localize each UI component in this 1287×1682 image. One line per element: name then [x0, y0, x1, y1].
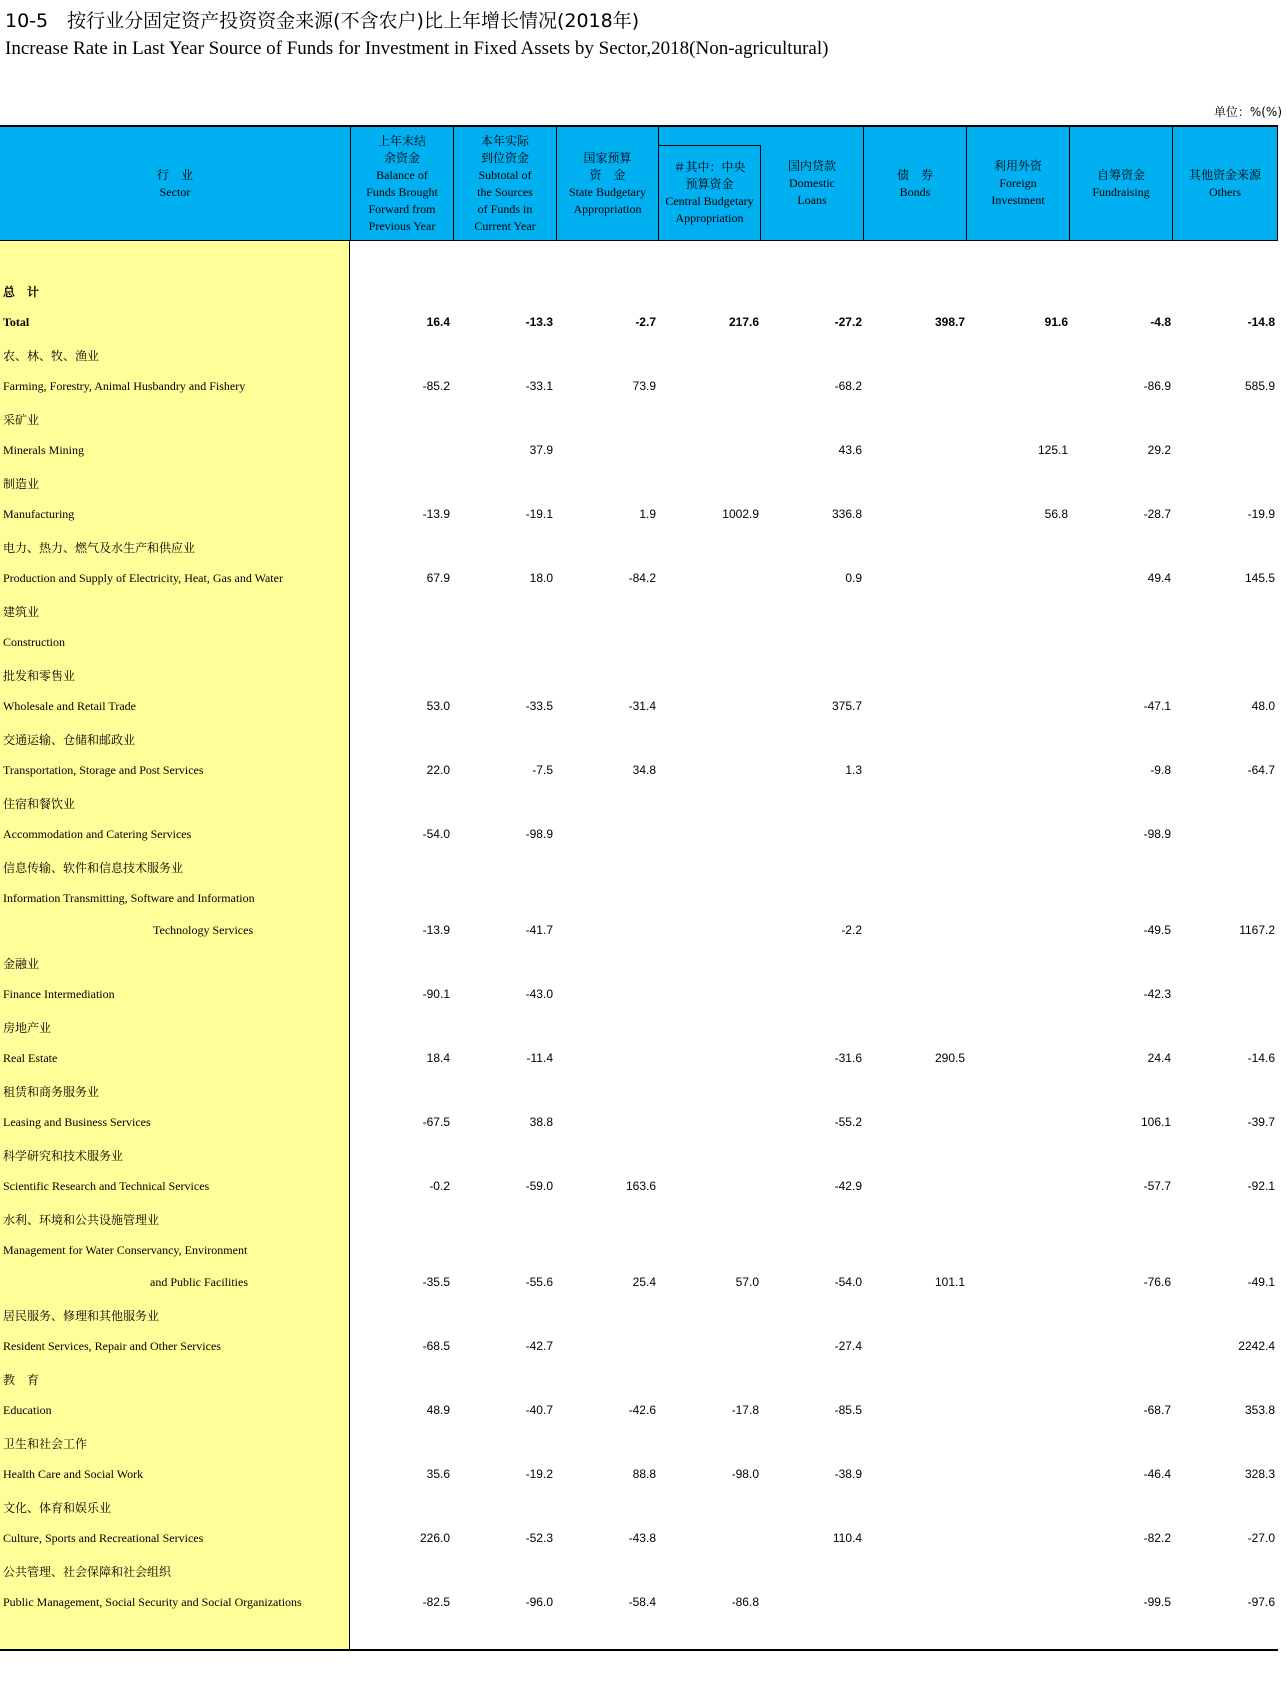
header-sector-line: 行 业 [156, 167, 193, 182]
row-label-en: Culture, Sports and Recreational Services [3, 1531, 204, 1545]
cell-value: -43.8 [628, 1531, 656, 1545]
header-c3 [557, 127, 659, 240]
header-c2-line: Current Year [474, 218, 536, 233]
cell-value: 375.7 [831, 699, 862, 713]
cell-value: -33.5 [525, 699, 553, 713]
cell-value: -46.4 [1143, 1467, 1171, 1481]
cell-value: -59.0 [525, 1179, 553, 1193]
row-label-en-cont: Technology Services [153, 923, 254, 937]
header-c3-line: State Budgetary [569, 184, 646, 199]
row-label-cn: 制造业 [3, 477, 40, 491]
cell-value: -39.7 [1247, 1115, 1275, 1129]
cell-value: 91.6 [1044, 315, 1068, 329]
header-c9-line: Others [1209, 184, 1241, 199]
cell-value: -7.5 [532, 763, 553, 777]
cell-value: 25.4 [632, 1275, 656, 1289]
table-bottom-rule [0, 1649, 1278, 1651]
cell-value: -55.2 [834, 1115, 862, 1129]
cell-value: -0.2 [429, 1179, 450, 1193]
header-c1-line: Funds Brought [366, 184, 438, 199]
cell-value: -42.3 [1143, 987, 1171, 1001]
cell-value: 29.2 [1147, 443, 1171, 457]
cell-value: 73.9 [632, 379, 656, 393]
cell-value: -42.7 [525, 1339, 553, 1353]
row-label-en: Farming, Forestry, Animal Husbandry and Fishery [3, 379, 246, 393]
cell-value: -58.4 [628, 1595, 656, 1609]
header-c4-line: Central Budgetary [665, 193, 754, 208]
cell-value: -68.5 [422, 1339, 450, 1353]
cell-value: 226.0 [419, 1531, 450, 1545]
row-label-cn: 交通运输、仓储和邮政业 [3, 733, 136, 747]
row-label-cn: 建筑业 [3, 605, 40, 619]
row-label-cn: 文化、体育和娱乐业 [3, 1501, 112, 1515]
cell-value: -17.8 [731, 1403, 759, 1417]
cell-value: 38.8 [529, 1115, 553, 1129]
cell-value: -42.6 [628, 1403, 656, 1417]
header-c2-line: of Funds in [477, 201, 533, 216]
cell-value: -85.2 [422, 379, 450, 393]
cell-value: 53.0 [426, 699, 450, 713]
cell-value: 48.9 [426, 1403, 450, 1417]
header-c5-line: 国内贷款 [787, 159, 836, 173]
cell-value: -68.7 [1143, 1403, 1171, 1417]
row-label-en: Management for Water Conservancy, Environment [3, 1243, 248, 1257]
header-c3-line: 资 金 [589, 167, 626, 182]
cell-value: -98.9 [525, 827, 553, 841]
header-c2-line: Subtotal of [478, 167, 532, 182]
cell-value: 43.6 [838, 443, 862, 457]
row-label-en: Finance Intermediation [3, 987, 115, 1001]
header-sector [0, 127, 351, 240]
cell-value: 34.8 [632, 763, 656, 777]
header-c1-line: Balance of [376, 167, 428, 182]
header-c2-line: 本年实际 [480, 133, 529, 148]
row-label-cn: 科学研究和技术服务业 [3, 1149, 124, 1163]
cell-value: -14.8 [1247, 315, 1275, 329]
row-label-cn: 金融业 [3, 957, 40, 971]
header-c1-line: 上年末结 [377, 133, 426, 148]
cell-value: -96.0 [525, 1595, 553, 1609]
cell-value: -31.4 [628, 699, 656, 713]
cell-value: -85.5 [834, 1403, 862, 1417]
cell-value: 22.0 [426, 763, 450, 777]
header-c4-line: 预算资金 [685, 176, 734, 191]
header-c7-line: 利用外资 [993, 159, 1042, 173]
cell-value: 328.3 [1244, 1467, 1275, 1481]
row-label-cn: 房地产业 [3, 1021, 52, 1035]
row-label-en: Public Management, Social Security and Social Organizations [3, 1595, 302, 1609]
cell-value: 16.4 [426, 315, 450, 329]
cell-value: -47.1 [1143, 699, 1171, 713]
cell-value: 0.9 [845, 571, 862, 585]
cell-value: 88.8 [632, 1467, 656, 1481]
header-c2 [454, 127, 557, 240]
header-c7-line: Foreign [999, 176, 1037, 190]
cell-value: -92.1 [1247, 1179, 1275, 1193]
cell-value: -86.9 [1143, 379, 1171, 393]
header-bottom-rule [0, 240, 1278, 241]
header-c8-line: Fundraising [1092, 184, 1150, 199]
cell-value: -42.9 [834, 1179, 862, 1193]
cell-value: -27.2 [834, 315, 862, 329]
cell-value: 35.6 [426, 1467, 450, 1481]
row-label-en: Manufacturing [3, 507, 75, 521]
header-c1-line: 余资金 [383, 150, 420, 165]
row-label-en-cont: and Public Facilities [150, 1275, 248, 1289]
cell-value: -13.3 [525, 315, 553, 329]
header-c2-line: the Sources [477, 184, 533, 199]
cell-value: -67.5 [422, 1115, 450, 1129]
cell-value: -86.8 [731, 1595, 759, 1609]
cell-value: 585.9 [1244, 379, 1275, 393]
cell-value: 353.8 [1244, 1403, 1275, 1417]
cell-value: 49.4 [1147, 571, 1171, 585]
row-label-en: Accommodation and Catering Services [3, 827, 192, 841]
cell-value: -68.2 [834, 379, 862, 393]
row-label-cn: 卫生和社会工作 [3, 1437, 88, 1451]
header-c5-line: Domestic [789, 176, 835, 190]
header-c1 [351, 127, 454, 240]
header-c8-line: 自筹资金 [1096, 167, 1145, 182]
cell-value: 1167.2 [1239, 923, 1275, 937]
cell-value: 18.0 [529, 571, 553, 585]
cell-value: 106.1 [1140, 1115, 1171, 1129]
cell-value: -28.7 [1143, 507, 1171, 521]
cell-value: 37.9 [529, 443, 553, 457]
cell-value: 145.5 [1244, 571, 1275, 585]
cell-value: -9.8 [1150, 763, 1171, 777]
cell-value: -82.2 [1143, 1531, 1171, 1545]
cell-value: -82.5 [422, 1595, 450, 1609]
header-c7 [967, 127, 1070, 240]
cell-value: -27.4 [834, 1339, 862, 1353]
header-c6-line: 债 券 [896, 167, 933, 182]
cell-value: -41.7 [525, 923, 553, 937]
cell-value: 163.6 [625, 1179, 656, 1193]
cell-value: -64.7 [1247, 763, 1275, 777]
page-title-cn: 10-5 按行业分固定资产投资资金来源(不含农户)比上年增长情况(2018年) [5, 10, 640, 32]
cell-value: 2242.4 [1238, 1339, 1275, 1353]
cell-value: -19.9 [1247, 507, 1275, 521]
header-c6 [864, 127, 967, 240]
row-label-cn: 总 计 [3, 285, 40, 299]
cell-value: -31.6 [834, 1051, 862, 1065]
row-label-cn: 公共管理、社会保障和社会组织 [3, 1565, 172, 1579]
cell-value: -19.1 [525, 507, 553, 521]
cell-value: 125.1 [1037, 443, 1068, 457]
cell-value: -98.9 [1143, 827, 1171, 841]
header-c5-line: Loans [797, 193, 827, 207]
header-c4-line: Appropriation [675, 210, 744, 225]
cell-value: 1002.9 [722, 507, 759, 521]
cell-value: -2.2 [841, 923, 862, 937]
header-c1-line: Forward from [368, 201, 436, 216]
cell-value: -13.9 [422, 507, 450, 521]
cell-value: -97.6 [1247, 1595, 1275, 1609]
row-label-en: Minerals Mining [3, 443, 84, 457]
row-label-en: Education [3, 1403, 52, 1417]
row-label-en: Transportation, Storage and Post Services [3, 763, 204, 777]
cell-value: -54.0 [422, 827, 450, 841]
cell-value: -2.7 [635, 315, 656, 329]
row-label-cn: 住宿和餐饮业 [3, 797, 76, 811]
header-c9-line: 其他资金来源 [1188, 167, 1261, 182]
row-label-en: Information Transmitting, Software and Information [3, 891, 255, 905]
header-c7-line: Investment [991, 193, 1045, 207]
cell-value: -49.1 [1247, 1275, 1275, 1289]
cell-value: 110.4 [832, 1531, 862, 1545]
cell-value: 1.3 [845, 763, 862, 777]
header-c2-line: 到位资金 [480, 150, 529, 165]
cell-value: -84.2 [628, 571, 656, 585]
header-c1-line: Previous Year [368, 218, 436, 233]
row-label-en: Health Care and Social Work [3, 1467, 144, 1481]
cell-value: 24.4 [1147, 1051, 1171, 1065]
cell-value: -38.9 [834, 1467, 862, 1481]
cell-value: 67.9 [426, 571, 450, 585]
header-c9 [1173, 127, 1278, 240]
cell-value: -49.5 [1143, 923, 1171, 937]
header-c5 [761, 127, 864, 240]
cell-value: 290.5 [934, 1051, 965, 1065]
header-sector-line: Sector [159, 184, 191, 199]
cell-value: -57.7 [1143, 1179, 1171, 1193]
cell-value: -76.6 [1143, 1275, 1171, 1289]
row-label-en: Scientific Research and Technical Services [3, 1179, 210, 1193]
row-label-en: Construction [3, 635, 65, 649]
cell-value: -55.6 [525, 1275, 553, 1289]
row-label-en: Resident Services, Repair and Other Services [3, 1339, 221, 1353]
cell-value: -40.7 [525, 1403, 553, 1417]
cell-value: 57.0 [735, 1275, 759, 1289]
header-c3-line: Appropriation [573, 201, 642, 216]
row-label-en: Total [3, 315, 30, 329]
cell-value: -35.5 [422, 1275, 450, 1289]
header-c4 [659, 145, 761, 240]
cell-value: -52.3 [525, 1531, 553, 1545]
cell-value: 48.0 [1251, 699, 1275, 713]
row-label-cn: 居民服务、修理和其他服务业 [3, 1309, 160, 1323]
cell-value: -4.8 [1150, 315, 1171, 329]
cell-value: 1.9 [639, 507, 656, 521]
cell-value: -14.6 [1247, 1051, 1275, 1065]
cell-value: -43.0 [525, 987, 553, 1001]
row-label-cn: 采矿业 [3, 413, 40, 427]
row-label-cn: 教 育 [3, 1373, 40, 1387]
row-label-cn: 信息传输、软件和信息技术服务业 [3, 861, 184, 875]
cell-value: -54.0 [834, 1275, 862, 1289]
cell-value: 217.6 [728, 315, 759, 329]
cell-value: 56.8 [1044, 507, 1068, 521]
row-label-cn: 批发和零售业 [3, 669, 76, 683]
row-label-en: Production and Supply of Electricity, Heat, Gas and Water [3, 571, 283, 585]
row-label-cn: 水利、环境和公共设施管理业 [3, 1213, 160, 1227]
cell-value: 398.7 [934, 315, 965, 329]
row-label-cn: 农、林、牧、渔业 [3, 349, 100, 363]
cell-value: -98.0 [731, 1467, 759, 1481]
header-c8 [1070, 127, 1173, 240]
cell-value: 336.8 [831, 507, 862, 521]
cell-value: -13.9 [422, 923, 450, 937]
header-split-line [658, 145, 760, 146]
row-label-en: Wholesale and Retail Trade [3, 699, 136, 713]
unit-label: 单位：%(%) [1213, 105, 1282, 119]
cell-value: -19.2 [525, 1467, 553, 1481]
page-title-en: Increase Rate in Last Year Source of Funds for Investment in Fixed Assets by Sector,2018(Non-agricultural) [5, 38, 829, 59]
header-c6-line: Bonds [899, 184, 931, 199]
cell-value: -90.1 [422, 987, 450, 1001]
cell-value: 18.4 [426, 1051, 450, 1065]
row-label-en: Real Estate [3, 1051, 58, 1065]
row-label-cn: 租赁和商务服务业 [3, 1085, 100, 1099]
cell-value: -99.5 [1143, 1595, 1171, 1609]
header-c3-line: 国家预算 [583, 150, 632, 165]
cell-value: -33.1 [525, 379, 553, 393]
cell-value: -11.4 [526, 1051, 553, 1065]
row-label-en: Leasing and Business Services [3, 1115, 151, 1129]
cell-value: 101.1 [934, 1275, 965, 1289]
row-label-cn: 电力、热力、燃气及水生产和供应业 [3, 541, 196, 555]
header-c4-line: ＃其中：中央 [673, 159, 746, 174]
cell-value: -27.0 [1247, 1531, 1275, 1545]
